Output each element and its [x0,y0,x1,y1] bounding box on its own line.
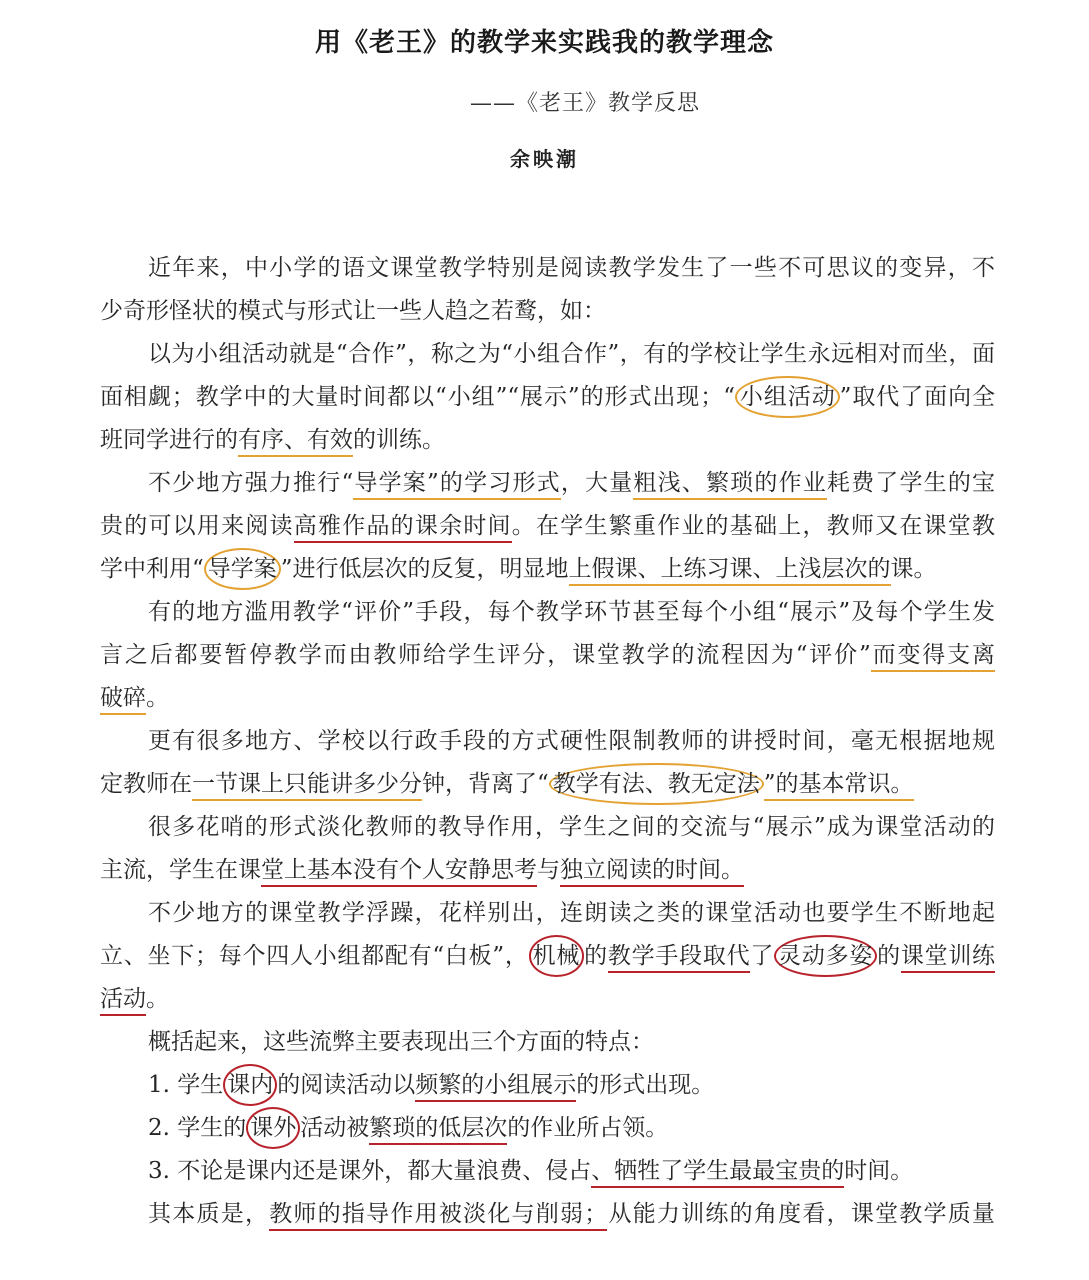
text-segment: 从能力训练的角度看，课堂教学质量 [607,1201,995,1227]
text-segment: 1. 学生 [148,1072,224,1098]
text-segment: 的训练。 [353,427,445,453]
text-segment: 概括起来，这些流弊主要表现出三个方面的特点： [148,1029,654,1055]
text-line [100,935,995,978]
orange-circle-annotation: 教学有法、教无定法 [549,763,764,805]
text-line [100,978,995,1021]
text-line [100,1064,995,1107]
red-circle-annotation: 灵动多姿 [774,935,877,977]
text-line [100,634,995,677]
text-segment: 的阅读活动以 [277,1072,416,1098]
text-line [100,290,995,333]
text-segment: ，大量 [560,470,634,496]
text-line [100,1150,995,1193]
text-line [100,677,995,720]
text-segment: 贵的可以用来阅读 [100,513,294,539]
text-segment: 立、坐下；每个四人小组都配有“白板”， [100,943,529,969]
text-line [100,806,995,849]
text-segment: 了 [750,943,775,969]
text-segment: ”取代了面向全 [839,384,995,410]
text-segment: 2. 学生的 [148,1115,247,1141]
article-subtitle: ——《老王》教学反思 [470,91,701,116]
red-underline-annotation: 独立阅读的时间。 [560,857,744,887]
text-segment: 的 [877,943,901,969]
text-segment: 活动被 [300,1115,370,1141]
text-segment: 班同学进行的 [100,427,238,453]
orange-underline-annotation: 粗浅、繁琐的作业 [633,470,826,500]
text-segment: 面相觑；教学中的大量时间都以“小组”“展示”的形式出现；“ [100,384,735,410]
text-line [100,419,995,462]
text-segment: 课。 [890,556,937,582]
red-underline-annotation: 教师的指导作用被淡化与削弱； [269,1201,607,1231]
orange-underline-annotation: 有序、有效 [238,427,353,457]
text-line [100,720,995,763]
text-segment: 有的地方滥用教学“评价”手段，每个教学环节甚至每个小组“展示”及每个学生发 [148,599,995,625]
article-body [100,247,995,1236]
text-segment: 耗费了学生的宝 [826,470,995,496]
orange-underline-annotation: 破碎 [100,685,146,715]
text-segment: 近年来，中小学的语文课堂教学特别是阅读教学发生了一些不可思议的变异，不 [148,255,995,281]
text-segment: 的作业所占领。 [507,1115,669,1141]
red-underline-annotation: 频繁的小组展示 [415,1072,576,1102]
text-line [100,1021,995,1064]
orange-circle-annotation: 小组活动 [735,376,840,418]
red-circle-annotation: 机械 [529,935,585,977]
red-underline-annotation: 堂上基本没有个人安静思考 [261,857,537,887]
text-segment: 的形式出现。 [576,1072,715,1098]
orange-circle-annotation: 导学案 [204,548,281,590]
red-circle-annotation: 课外 [246,1107,300,1149]
text-segment: 钟，背离了“ [422,771,549,797]
text-segment: 不少地方的课堂教学浮躁，花样别出，连朗读之类的课堂活动也要学生不断地起 [148,900,995,926]
text-segment: ”进行低层次的反复，明显地 [280,556,569,582]
red-underline-annotation: 课堂训练 [901,943,995,973]
text-segment: 言之后都要暂停教学而由教师给学生评分，课堂教学的流程因为“评价” [100,642,871,668]
orange-underline-annotation: 一节课上只能讲多少分 [192,771,422,801]
text-line [100,1107,995,1150]
text-line [100,462,995,505]
red-underline-annotation: 活动 [100,986,146,1016]
text-segment: 更有很多地方、学校以行政手段的方式硬性限制教师的讲授时间，毫无根据地规 [148,728,995,754]
text-segment: 的 [584,943,608,969]
text-segment: 。在学生繁重作业的基础上，教师又在课堂教 [511,513,995,539]
text-segment: 3. 不论是课内还是课外，都大量浪费、侵占 [148,1158,592,1184]
red-circle-annotation: 课内 [223,1064,277,1106]
orange-underline-annotation: 上假课、上练习课、上浅层次的 [569,556,891,586]
text-segment: 少奇形怪状的模式与形式让一些人趋之若鹜，如： [100,298,606,324]
text-segment: 其本质是， [148,1201,270,1227]
orange-underline-annotation: ”的基本常识。 [764,771,914,801]
text-segment: 时间。 [844,1158,914,1184]
text-segment: 很多花哨的形式淡化教师的教导作用，学生之间的交流与“展示”成为课堂活动的 [148,814,995,840]
text-line [100,892,995,935]
text-segment: 与 [537,857,560,883]
text-segment: 不少地方强力推行“ [148,470,354,496]
orange-underline-annotation: 而变得支离 [871,642,995,672]
text-segment: 定教师在 [100,771,192,797]
text-line [100,548,995,591]
text-line [100,763,995,806]
text-line [100,333,995,376]
text-segment: 。 [146,685,169,711]
text-segment: 主流，学生在课 [100,857,261,883]
article-author: 余映潮 [510,147,579,171]
text-line [100,505,995,548]
text-line [100,247,995,290]
red-underline-annotation: 高雅作品的课余时间 [294,513,512,543]
text-line [100,376,995,419]
text-segment: 学中利用“ [100,556,204,582]
text-line [100,591,995,634]
text-segment: 。 [146,986,169,1012]
text-line [100,849,995,892]
red-underline-annotation: 繁琐的低层次 [369,1115,507,1145]
text-segment: 以为小组活动就是“合作”，称之为“小组合作”，有的学校让学生永远相对而坐，面 [148,341,995,367]
text-line [100,1193,995,1236]
article-title: 用《老王》的教学来实践我的教学理念 [314,28,774,58]
orange-underline-annotation: 导学案”的学习形式 [353,470,561,500]
red-underline-annotation: 、牺牲了学生最最宝贵的 [591,1158,844,1188]
red-underline-annotation: 教学手段取代 [608,943,750,973]
